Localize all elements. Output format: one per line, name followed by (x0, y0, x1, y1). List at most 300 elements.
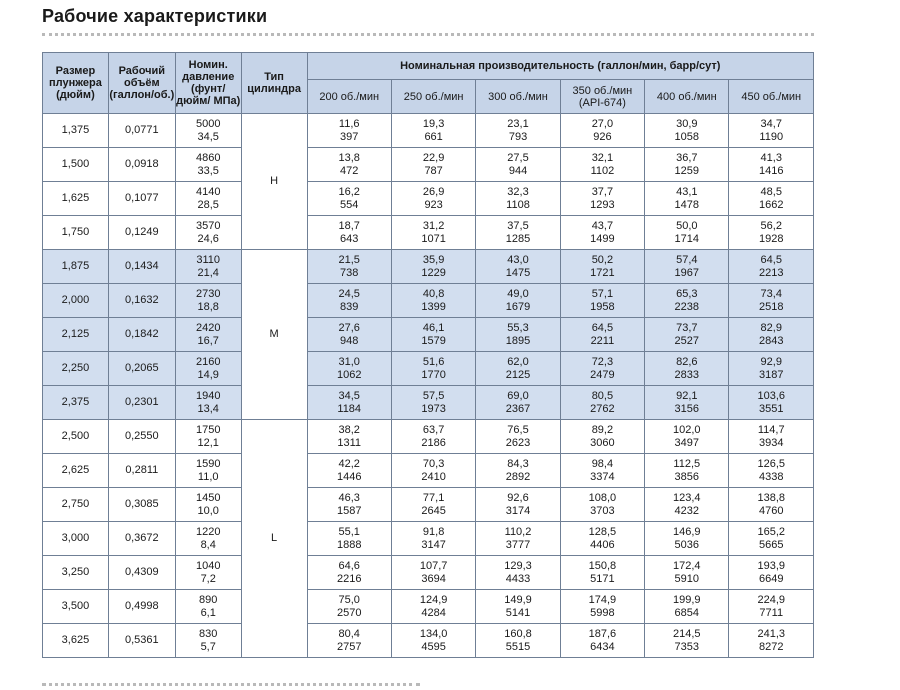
capacity-cell-bottom: 643 (340, 232, 359, 245)
capacity-cell-top: 11,6 (338, 117, 360, 130)
capacity-cell (391, 318, 475, 352)
capacity-cell (645, 182, 729, 216)
capacity-cell (307, 624, 391, 658)
capacity-cell-bottom: 4760 (759, 504, 784, 517)
capacity-cell (560, 250, 644, 284)
capacity-cell (645, 352, 729, 386)
capacity-cell-bottom: 3187 (759, 368, 784, 381)
capacity-cell-top: 80,4 (338, 627, 360, 640)
capacity-cell-bottom: 4232 (674, 504, 700, 517)
pressure-cell (175, 624, 241, 658)
table-row (43, 556, 814, 590)
displacement-cell: 0,2550 (108, 420, 175, 454)
capacity-cell-bottom: 2125 (505, 368, 531, 381)
table-row (43, 624, 814, 658)
capacity-cell-top: 70,3 (422, 457, 445, 470)
capacity-cell (476, 216, 560, 250)
capacity-cell (645, 556, 729, 590)
capacity-cell-top: 77,1 (422, 491, 445, 504)
capacity-cell (391, 284, 475, 318)
capacity-cell-top: 174,9 (588, 593, 617, 606)
plunger-size-cell: 2,625 (43, 454, 109, 488)
capacity-cell (729, 454, 814, 488)
capacity-cell-top: 64,5 (591, 321, 614, 334)
capacity-cell-top: 123,4 (673, 491, 701, 504)
capacity-cell-top: 146,9 (673, 525, 701, 538)
cylinder-type-cell: M (241, 250, 307, 420)
capacity-cell-bottom: 2238 (674, 300, 700, 313)
capacity-cell-bottom: 2527 (674, 334, 700, 347)
pressure-cell (175, 114, 241, 148)
capacity-cell-top: 128,5 (588, 525, 617, 538)
pressure-cell-top: 1450 (195, 491, 221, 504)
pressure-cell-bottom: 24,6 (197, 232, 219, 245)
capacity-cell-top: 16,2 (338, 185, 360, 198)
capacity-cell-bottom: 2892 (505, 470, 531, 483)
capacity-cell-bottom: 1679 (505, 300, 531, 313)
pressure-cell (175, 250, 241, 284)
capacity-cell (560, 352, 644, 386)
capacity-cell (645, 488, 729, 522)
table-body (43, 114, 814, 658)
pressure-cell (175, 590, 241, 624)
capacity-cell-top: 13,8 (338, 151, 360, 164)
capacity-cell-bottom: 948 (340, 334, 359, 347)
capacity-cell-top: 107,7 (419, 559, 448, 572)
capacity-cell (729, 250, 814, 284)
capacity-cell-bottom: 2410 (421, 470, 446, 483)
capacity-cell (729, 556, 814, 590)
capacity-cell-bottom: 6434 (590, 640, 615, 653)
pressure-cell-bottom: 16,7 (197, 334, 219, 347)
capacity-cell-bottom: 2570 (336, 606, 362, 619)
capacity-cell (307, 556, 391, 590)
table-row (43, 216, 814, 250)
capacity-cell-top: 150,8 (588, 559, 617, 572)
capacity-cell (560, 114, 644, 148)
divider-bottom (42, 683, 420, 686)
pressure-cell-bottom: 10,0 (197, 504, 219, 517)
capacity-cell-top: 24,5 (338, 287, 360, 300)
capacity-cell-bottom: 1184 (337, 402, 362, 415)
capacity-cell-top: 18,7 (338, 219, 360, 232)
capacity-cell-bottom: 554 (340, 198, 359, 211)
pressure-cell-top: 3570 (195, 219, 221, 232)
capacity-cell-bottom: 1662 (759, 198, 784, 211)
capacity-cell (307, 522, 391, 556)
pressure-cell-top: 2160 (195, 355, 221, 368)
capacity-cell-bottom: 5141 (505, 606, 531, 619)
capacity-cell-top: 19,3 (422, 117, 445, 130)
capacity-cell-bottom: 3060 (590, 436, 615, 449)
displacement-cell: 0,3085 (108, 488, 175, 522)
capacity-cell-top: 35,9 (422, 253, 445, 266)
displacement-cell: 0,2811 (108, 454, 175, 488)
capacity-cell-top: 50,0 (676, 219, 698, 232)
capacity-cell-top: 92,6 (507, 491, 529, 504)
capacity-cell (391, 148, 475, 182)
capacity-cell-bottom: 5665 (759, 538, 784, 551)
capacity-cell-top: 50,2 (591, 253, 614, 266)
capacity-cell-top: 187,6 (588, 627, 617, 640)
pressure-cell-bottom: 6,1 (200, 606, 216, 619)
capacity-cell-bottom: 3694 (421, 572, 446, 585)
plunger-size-cell: 2,000 (43, 284, 109, 318)
displacement-cell: 0,1434 (108, 250, 175, 284)
capacity-cell-bottom: 1721 (590, 266, 615, 279)
plunger-size-cell: 2,125 (43, 318, 109, 352)
pressure-cell-bottom: 11,0 (197, 470, 219, 483)
displacement-cell: 0,2301 (108, 386, 175, 420)
capacity-cell-top: 51,6 (422, 355, 445, 368)
capacity-cell-top: 55,1 (338, 525, 360, 538)
capacity-cell-bottom: 3497 (674, 436, 700, 449)
capacity-cell (476, 284, 560, 318)
capacity-cell (645, 590, 729, 624)
capacity-cell-top: 82,6 (676, 355, 698, 368)
displacement-cell: 0,1249 (108, 216, 175, 250)
capacity-cell (560, 556, 644, 590)
capacity-cell-top: 124,9 (419, 593, 448, 606)
capacity-cell-bottom: 2762 (590, 402, 615, 415)
capacity-cell-top: 27,6 (338, 321, 360, 334)
table-row (43, 318, 814, 352)
capacity-cell-bottom: 3856 (674, 470, 700, 483)
capacity-cell-top: 84,3 (507, 457, 529, 470)
capacity-cell (307, 386, 391, 420)
table-row (43, 284, 814, 318)
capacity-cell-bottom: 793 (508, 130, 528, 143)
capacity-cell (476, 590, 560, 624)
capacity-cell-top: 72,3 (591, 355, 614, 368)
capacity-cell (729, 420, 814, 454)
capacity-cell-bottom: 1229 (421, 266, 446, 279)
capacity-cell-top: 31,0 (338, 355, 360, 368)
capacity-cell-bottom: 1062 (336, 368, 362, 381)
capacity-cell (645, 624, 729, 658)
pressure-cell-top: 2730 (195, 287, 221, 300)
header-speed-200: 200 об./мин (307, 80, 391, 114)
cylinder-type-cell: L (241, 420, 307, 658)
displacement-cell: 0,1632 (108, 284, 175, 318)
capacity-cell-bottom: 1416 (759, 164, 784, 177)
table-row (43, 250, 814, 284)
displacement-cell: 0,1842 (108, 318, 175, 352)
capacity-cell-bottom: 397 (340, 130, 359, 143)
capacity-cell-bottom: 1102 (590, 164, 615, 177)
capacity-cell-bottom: 787 (424, 164, 443, 177)
capacity-cell-bottom: 2213 (759, 266, 784, 279)
capacity-cell-bottom: 839 (340, 300, 359, 313)
displacement-cell: 0,0918 (108, 148, 175, 182)
pressure-cell-top: 1220 (195, 525, 221, 538)
capacity-cell (391, 454, 475, 488)
pressure-cell-bottom: 14,9 (197, 368, 219, 381)
capacity-cell-bottom: 2367 (505, 402, 531, 415)
capacity-cell-top: 57,1 (591, 287, 614, 300)
plunger-size-cell: 1,750 (43, 216, 109, 250)
capacity-cell-bottom: 1587 (336, 504, 362, 517)
capacity-cell-bottom: 472 (340, 164, 359, 177)
header-speed-400: 400 об./мин (645, 80, 729, 114)
capacity-cell-top: 27,0 (591, 117, 614, 130)
capacity-cell-top: 98,4 (591, 457, 614, 470)
capacity-cell-top: 126,5 (757, 457, 785, 470)
capacity-cell-top: 46,3 (338, 491, 360, 504)
capacity-cell (307, 454, 391, 488)
displacement-cell: 0,2065 (108, 352, 175, 386)
capacity-cell-top: 37,7 (591, 185, 614, 198)
capacity-cell-bottom: 1399 (421, 300, 446, 313)
capacity-cell (391, 352, 475, 386)
capacity-cell-top: 34,5 (338, 389, 360, 402)
header-cylinder-type: Тип цилиндра (241, 53, 307, 114)
capacity-cell-top: 62,0 (507, 355, 529, 368)
capacity-cell (645, 284, 729, 318)
capacity-cell (729, 284, 814, 318)
capacity-cell (476, 454, 560, 488)
capacity-cell (729, 590, 814, 624)
capacity-cell (645, 420, 729, 454)
capacity-cell (476, 318, 560, 352)
pressure-cell-bottom: 18,8 (197, 300, 219, 313)
capacity-cell (391, 114, 475, 148)
capacity-cell (476, 148, 560, 182)
pressure-cell-top: 1040 (195, 559, 221, 572)
capacity-cell-top: 65,3 (676, 287, 698, 300)
capacity-cell (729, 352, 814, 386)
table-row (43, 182, 814, 216)
capacity-cell-top: 82,9 (760, 321, 782, 334)
pressure-cell-top: 2420 (195, 321, 221, 334)
pressure-cell-bottom: 12,1 (197, 436, 219, 449)
plunger-size-cell: 3,250 (43, 556, 109, 590)
capacity-cell-top: 55,3 (507, 321, 529, 334)
capacity-cell (391, 250, 475, 284)
capacity-cell-top: 48,5 (760, 185, 782, 198)
table-row (43, 590, 814, 624)
pressure-cell (175, 522, 241, 556)
capacity-cell-bottom: 6649 (759, 572, 784, 585)
capacity-cell-bottom: 1108 (506, 198, 530, 211)
capacity-cell (645, 454, 729, 488)
displacement-cell: 0,5361 (108, 624, 175, 658)
capacity-cell-bottom: 5171 (590, 572, 615, 585)
capacity-cell (645, 522, 729, 556)
capacity-cell-bottom: 2623 (505, 436, 531, 449)
capacity-cell-top: 43,0 (507, 253, 529, 266)
capacity-cell-top: 57,4 (676, 253, 698, 266)
capacity-cell-bottom: 2211 (590, 334, 615, 347)
capacity-cell-bottom: 3174 (505, 504, 531, 517)
pressure-cell-top: 1750 (195, 423, 221, 436)
capacity-cell-top: 172,4 (673, 559, 701, 572)
capacity-cell (560, 284, 644, 318)
capacity-cell (476, 420, 560, 454)
header-speed-350 (560, 80, 644, 114)
capacity-cell-bottom: 923 (424, 198, 443, 211)
capacity-cell-bottom: 661 (424, 130, 443, 143)
capacity-cell-top: 92,9 (760, 355, 782, 368)
capacity-cell-top: 224,9 (757, 593, 785, 606)
capacity-cell-bottom: 7353 (674, 640, 700, 653)
pressure-cell (175, 148, 241, 182)
capacity-cell-top: 31,2 (422, 219, 445, 232)
pressure-cell-bottom: 34,5 (197, 130, 219, 143)
capacity-cell (307, 590, 391, 624)
capacity-cell (560, 386, 644, 420)
capacity-cell-top: 138,8 (757, 491, 785, 504)
capacity-cell-bottom: 1190 (759, 130, 784, 143)
pressure-cell-top: 890 (199, 593, 218, 606)
capacity-cell-top: 32,1 (591, 151, 614, 164)
capacity-cell (560, 522, 644, 556)
pressure-cell-bottom: 21,4 (197, 266, 219, 279)
capacity-cell-bottom: 2479 (590, 368, 615, 381)
pressure-cell (175, 454, 241, 488)
capacity-cell (645, 148, 729, 182)
capacity-cell-top: 57,5 (422, 389, 445, 402)
capacity-cell-bottom: 1058 (674, 130, 700, 143)
capacity-cell-bottom: 1714 (674, 232, 700, 245)
pressure-cell-top: 4860 (195, 151, 221, 164)
capacity-cell-bottom: 1967 (674, 266, 700, 279)
header-speed-350-note: (API-674) (578, 96, 626, 109)
capacity-cell-top: 37,5 (507, 219, 529, 232)
plunger-size-cell: 2,250 (43, 352, 109, 386)
capacity-cell-top: 42,2 (338, 457, 360, 470)
capacity-cell (307, 182, 391, 216)
capacity-cell (560, 624, 644, 658)
capacity-cell-bottom: 2216 (336, 572, 362, 585)
pressure-cell (175, 556, 241, 590)
capacity-cell-bottom: 1285 (505, 232, 531, 245)
capacity-cell-top: 160,8 (504, 627, 532, 640)
capacity-cell (645, 114, 729, 148)
capacity-cell-bottom: 4406 (590, 538, 615, 551)
capacity-cell-bottom: 2757 (336, 640, 362, 653)
capacity-cell-top: 26,9 (422, 185, 445, 198)
capacity-cell-bottom: 6854 (674, 606, 700, 619)
capacity-cell-bottom: 1478 (674, 198, 700, 211)
capacity-cell (476, 488, 560, 522)
header-speed-250: 250 об./мин (391, 80, 475, 114)
table-row (43, 386, 814, 420)
capacity-cell (307, 284, 391, 318)
displacement-cell: 0,1077 (108, 182, 175, 216)
capacity-cell-bottom: 5998 (590, 606, 615, 619)
plunger-size-cell: 3,625 (43, 624, 109, 658)
capacity-cell-bottom: 3934 (759, 436, 784, 449)
capacity-cell-top: 108,0 (588, 491, 617, 504)
capacity-cell-bottom: 1293 (590, 198, 615, 211)
capacity-cell-top: 102,0 (673, 423, 701, 436)
capacity-cell (307, 318, 391, 352)
capacity-cell-top: 103,6 (757, 389, 785, 402)
pressure-cell (175, 284, 241, 318)
pressure-cell-bottom: 13,4 (197, 402, 219, 415)
capacity-cell-bottom: 1895 (505, 334, 531, 347)
pressure-cell (175, 488, 241, 522)
capacity-cell (391, 216, 475, 250)
capacity-cell (391, 182, 475, 216)
capacity-cell (307, 148, 391, 182)
capacity-cell-bottom: 738 (340, 266, 359, 279)
capacity-cell-top: 43,7 (591, 219, 614, 232)
capacity-cell-bottom: 2645 (421, 504, 446, 517)
pressure-cell-top: 1590 (195, 457, 221, 470)
capacity-cell (560, 148, 644, 182)
capacity-cell (476, 352, 560, 386)
capacity-cell-top: 22,9 (422, 151, 445, 164)
capacity-cell-top: 73,4 (760, 287, 782, 300)
page-title: Рабочие характеристики (42, 6, 268, 26)
capacity-cell (307, 250, 391, 284)
plunger-size-cell: 1,375 (43, 114, 109, 148)
capacity-cell-top: 43,1 (676, 185, 698, 198)
capacity-cell (729, 148, 814, 182)
capacity-cell (307, 488, 391, 522)
pressure-cell-top: 4140 (195, 185, 221, 198)
pressure-cell (175, 386, 241, 420)
pressure-cell (175, 216, 241, 250)
capacity-cell (307, 216, 391, 250)
capacity-cell-bottom: 5910 (674, 572, 700, 585)
divider-top (42, 33, 814, 36)
pressure-cell (175, 318, 241, 352)
capacity-cell (645, 216, 729, 250)
capacity-cell-bottom: 3703 (590, 504, 615, 517)
capacity-cell (729, 318, 814, 352)
capacity-cell (645, 318, 729, 352)
capacity-cell-bottom: 8272 (759, 640, 784, 653)
capacity-cell (645, 386, 729, 420)
capacity-cell (476, 624, 560, 658)
capacity-cell-bottom: 1888 (336, 538, 362, 551)
displacement-cell: 0,0771 (108, 114, 175, 148)
capacity-cell-bottom: 3374 (590, 470, 615, 483)
capacity-cell-top: 241,3 (757, 627, 785, 640)
capacity-cell-top: 21,5 (338, 253, 360, 266)
capacity-cell-top: 112,5 (673, 457, 701, 470)
plunger-size-cell: 2,500 (43, 420, 109, 454)
header-speed-450: 450 об./мин (729, 80, 814, 114)
capacity-cell-bottom: 2843 (759, 334, 784, 347)
header-speed-350-label: 350 об./мин (572, 84, 633, 97)
capacity-cell (391, 386, 475, 420)
capacity-cell-top: 36,7 (676, 151, 698, 164)
header-row-1 (43, 53, 814, 80)
capacity-cell-top: 49,0 (507, 287, 529, 300)
capacity-cell-top: 40,8 (422, 287, 445, 300)
capacity-cell-top: 27,5 (507, 151, 529, 164)
capacity-cell-bottom: 1958 (590, 300, 615, 313)
header-plunger-size: Размер плунжера (дюйм) (43, 53, 109, 114)
capacity-cell-bottom: 2833 (674, 368, 700, 381)
capacity-cell (729, 522, 814, 556)
capacity-cell-bottom: 1579 (421, 334, 446, 347)
capacity-cell (391, 624, 475, 658)
capacity-cell (391, 420, 475, 454)
pressure-cell-top: 1940 (195, 389, 221, 402)
table-row (43, 454, 814, 488)
plunger-size-cell: 1,625 (43, 182, 109, 216)
capacity-cell-bottom: 5515 (505, 640, 531, 653)
capacity-cell (391, 556, 475, 590)
capacity-cell (476, 386, 560, 420)
capacity-cell-top: 110,2 (504, 525, 532, 538)
capacity-cell (560, 590, 644, 624)
